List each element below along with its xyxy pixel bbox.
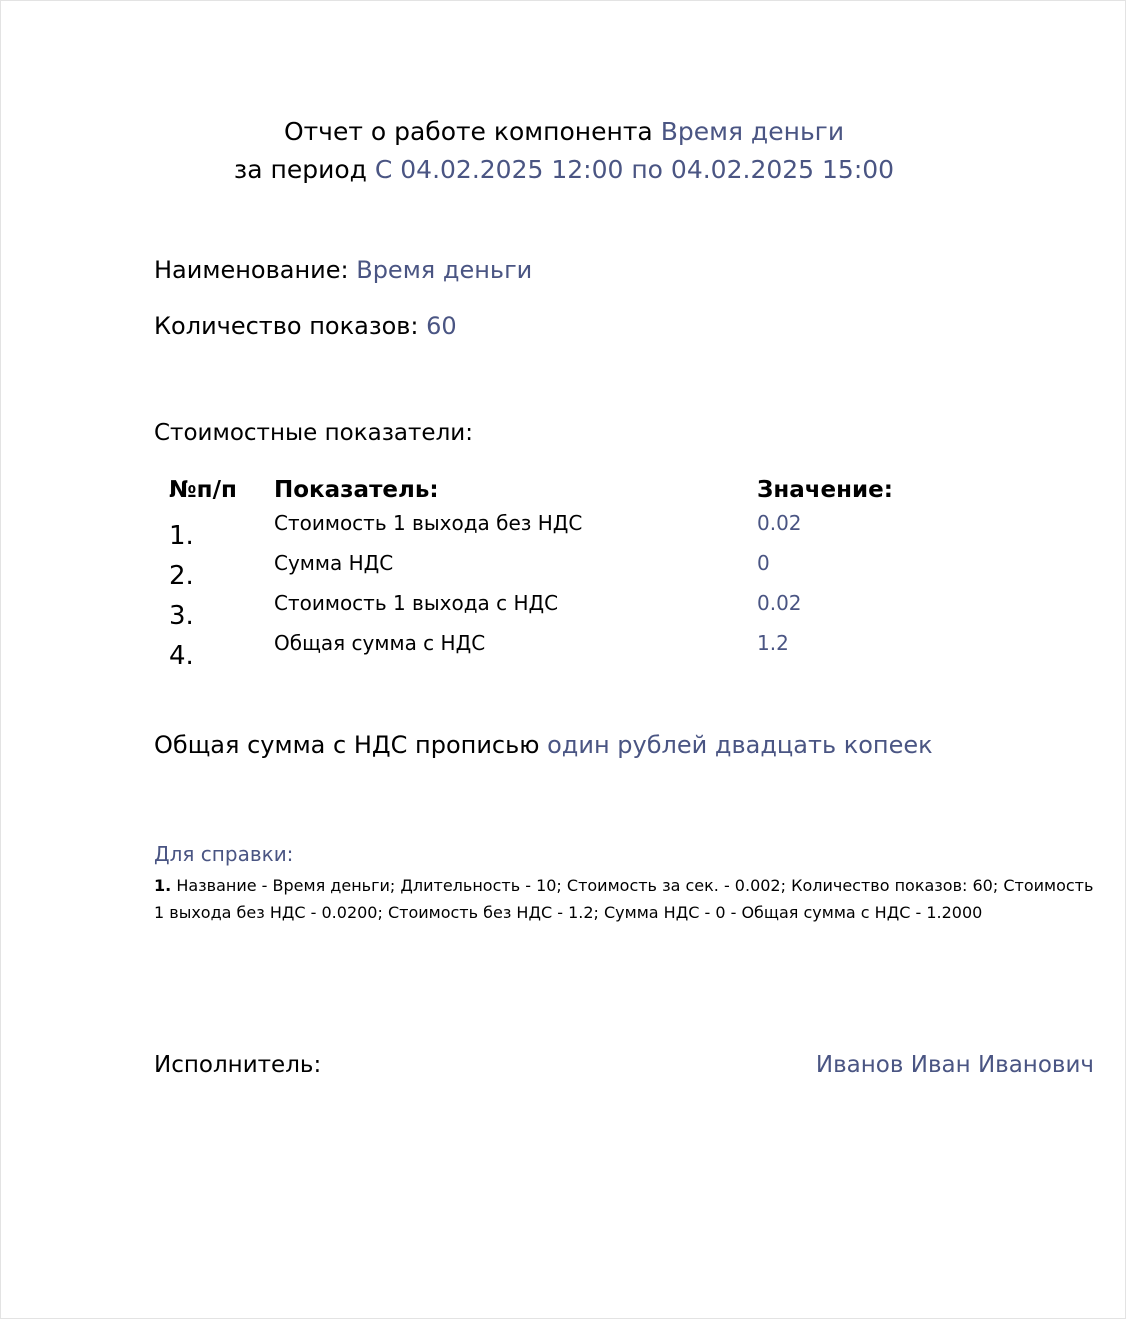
title-period-label: за период (233, 155, 367, 184)
total-in-words-row (154, 731, 933, 759)
cost-indicators-table (169, 477, 969, 671)
table-header-value: Значение: (757, 477, 893, 503)
performer-name: Иванов Иван Иванович (815, 1052, 1094, 1078)
reference-text: Название - Время деньги; Длительность - 10; Стоимость за сек. - 0.002; Количество показов: 60; Стоимость 1 выхода без НДС - 0.0200; Стоимость без НДС - 1.2; Сумма НДС - 0 - Общая сумма с НДС - 1.2000 (154, 876, 1094, 922)
row-number: 1. (169, 521, 194, 551)
performer-label: Исполнитель: (154, 1052, 322, 1078)
document-title (1, 113, 1126, 189)
row-number: 3. (169, 601, 194, 631)
table-row (169, 511, 969, 551)
field-count-row (154, 312, 457, 340)
title-line-2 (1, 151, 1126, 189)
title-line-1 (1, 113, 1126, 151)
reference-body (154, 872, 1094, 926)
footer-signature-row (154, 1052, 1094, 1078)
row-value: 0.02 (757, 591, 802, 615)
title-component-value: Время деньги (660, 117, 845, 146)
field-name-value: Время деньги (356, 256, 533, 284)
field-name-row (154, 256, 532, 284)
table-header-label: Показатель: (274, 477, 439, 503)
table-header-num: №п/п (169, 477, 237, 503)
reference-marker: 1. (154, 876, 172, 895)
field-count-value: 60 (426, 312, 457, 340)
total-in-words-value: один рублей двадцать копеек (547, 731, 933, 759)
table-row (169, 631, 969, 671)
row-value: 0 (757, 551, 770, 575)
title-component-label: Отчет о работе компонента (283, 117, 653, 146)
table-header-row (169, 477, 969, 511)
title-period-value: С 04.02.2025 12:00 по 04.02.2025 15:00 (374, 155, 895, 184)
reference-heading: Для справки: (154, 842, 294, 866)
cost-indicators-heading: Стоимостные показатели: (154, 420, 473, 446)
row-label: Сумма НДС (274, 551, 394, 575)
table-row (169, 591, 969, 631)
row-label: Стоимость 1 выхода с НДС (274, 591, 559, 615)
row-number: 2. (169, 561, 194, 591)
row-number: 4. (169, 641, 194, 671)
row-label: Стоимость 1 выхода без НДС (274, 511, 583, 535)
field-name-label: Наименование: (154, 256, 349, 284)
field-count-label: Количество показов: (154, 312, 419, 340)
row-value: 0.02 (757, 511, 802, 535)
table-row (169, 551, 969, 591)
row-label: Общая сумма с НДС (274, 631, 486, 655)
row-value: 1.2 (757, 631, 789, 655)
total-in-words-label: Общая сумма с НДС прописью (154, 731, 540, 759)
